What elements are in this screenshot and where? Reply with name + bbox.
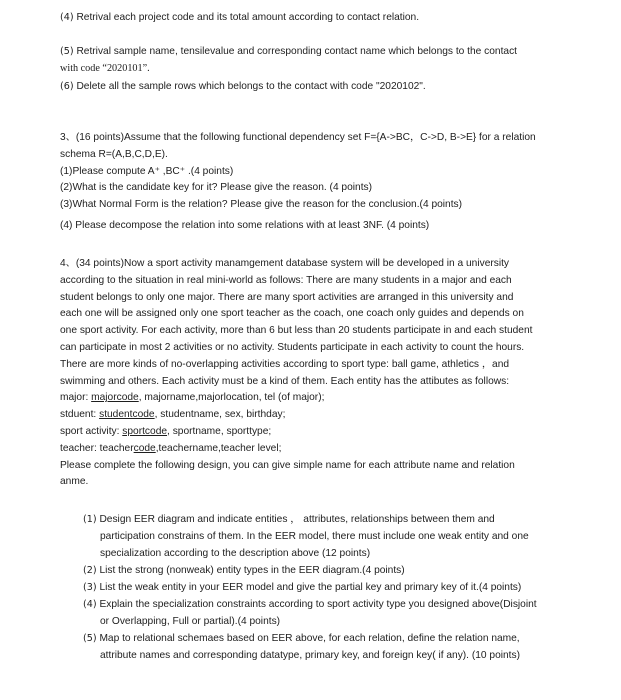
q4-sub-1-line1: Design EER diagram and indicate entities ， attributes, relationships between them and <box>99 514 495 525</box>
q3-line1: 3、(16 points)Assume that the following functional dependency set F={A->BC，C->D, B->E} for a relation <box>60 132 536 143</box>
q4-sub-1-num: (1) <box>83 514 97 525</box>
major-label: major: <box>60 392 92 404</box>
q4-sub-4-num: (4) <box>83 599 97 610</box>
q4-sub-5-line1: Map to relational schemaes based on EER above, for each relation, define the relation name, <box>99 633 520 644</box>
q4-complete-line1: Please complete the following design, you can give simple name for each attribute name and relation <box>60 459 515 471</box>
q4-sub-item-2 <box>83 563 603 580</box>
q4-para-line: can participate in most 2 activities or no activity. Students participate in each activity to count the hours. <box>60 341 525 353</box>
activity-key: sportcode <box>122 425 168 437</box>
q4-sub-5-line2: attribute names and corresponding datatype, primary key, and foreign key( if any). (10 points) <box>100 649 520 661</box>
q2-item-5-line2: with code “2020101”. <box>60 62 150 74</box>
teacher-label: teacher: teacher <box>60 442 134 454</box>
q4-para-line: swimming and others. Each activity must be a kind of them. Each entity has the attibutes as follows: <box>60 375 510 387</box>
student-label: stduent: <box>60 409 100 421</box>
q4-complete-line2: anme. <box>60 476 89 488</box>
q4-para-line: according to the situation in real mini-world as follows: There are many students in a major and each <box>60 274 512 286</box>
q4-sub-2-line1: List the strong (nonweak) entity types in the EER diagram.(4 points) <box>99 565 405 576</box>
student-attrs-rest: , studentname, sex, birthday; <box>154 409 286 421</box>
q3-item-3: (3)What Normal Form is the relation? Please give the reason for the conclusion.(4 points) <box>60 199 463 211</box>
q2-item-6 <box>60 79 600 96</box>
q4-sub-5-num: (5) <box>83 633 97 644</box>
q3-line2: schema R=(A,B,C,D,E). <box>60 148 168 160</box>
q4-student-attrs <box>60 407 600 424</box>
q4-para-line: each one will be assigned only one sport teacher as the coach, one coach only guides and depends on <box>60 308 524 320</box>
q2-item-5-line1: Retrival sample name, tensilevalue and corresponding contact name which belongs to the contact <box>76 46 518 57</box>
teacher-key: code <box>133 442 156 454</box>
q4-para-line: one sport activity. For each activity, more than 6 but less than 20 students participate in and each student <box>60 325 533 337</box>
q4-sub-3-num: (3) <box>83 582 97 593</box>
major-key: majorcode <box>91 392 139 404</box>
question-3 <box>60 130 600 235</box>
q4-sub-item-4 <box>83 597 603 631</box>
teacher-attrs-rest: ,teachername,teacher level; <box>155 442 282 454</box>
q4-sub-item-1 <box>83 512 603 562</box>
q4-para-line: There are more kinds of no-overlapping activities according to sport type: ball game, athletics ，and <box>60 358 510 370</box>
q3-item-2: (2)What is the candidate key for it? Please give the reason. (4 points) <box>60 182 373 194</box>
q2-item-6-text: Delete all the sample rows which belongs to the contact with code "2020102". <box>76 81 426 92</box>
major-attrs-rest: , majorname,majorlocation, tel (of major); <box>138 392 325 404</box>
q4-para-line: student belongs to only one major. There are many sport activities are arranged in this university and <box>60 291 514 303</box>
q4-sub-item-5 <box>83 631 603 665</box>
q2-item-4 <box>60 10 600 27</box>
q4-sub-1-line2: participation constrains of them. In the EER model, there must include one weak entity and one <box>100 530 529 542</box>
question-4 <box>60 256 600 491</box>
activity-label: sport activity: <box>60 425 123 437</box>
activity-attrs-rest: , sportname, sporttype; <box>167 425 272 437</box>
q4-para-line: 4、(34 points)Now a sport activity manamgement database system will be developed in a university <box>60 258 510 269</box>
q4-sub-4-line1: Explain the specialization constraints according to sport activity type you designed above(Disjoint <box>99 599 537 610</box>
q4-major-attrs <box>60 390 600 407</box>
q2-item-4-text: Retrival each project code and its total amount according to contact relation. <box>76 12 420 23</box>
q2-item-5-num: (5) <box>60 46 74 57</box>
q4-sub-item-3 <box>83 580 603 597</box>
q2-item-5 <box>60 44 600 78</box>
q3-item-4: (4) Please decompose the relation into some relations with at least 3NF. (4 points) <box>60 219 430 231</box>
q4-teacher-attrs <box>60 441 600 458</box>
q4-activity-attrs <box>60 424 600 441</box>
student-key: studentcode <box>99 409 155 421</box>
q4-sub-1-line3: specialization according to the description above (12 points) <box>100 547 371 559</box>
q3-item-1: (1)Please compute A⁺ ,BC⁺ .(4 points) <box>60 165 234 177</box>
q4-sub-4-line2: or Overlapping, Full or partial).(4 points) <box>100 615 281 627</box>
q2-item-4-num: (4) <box>60 12 74 23</box>
q4-sub-3-line1: List the weak entity in your EER model and give the partial key and primary key of it.(4 points) <box>99 582 522 593</box>
q2-item-6-num: (6) <box>60 81 74 92</box>
q4-sub-2-num: (2) <box>83 565 97 576</box>
